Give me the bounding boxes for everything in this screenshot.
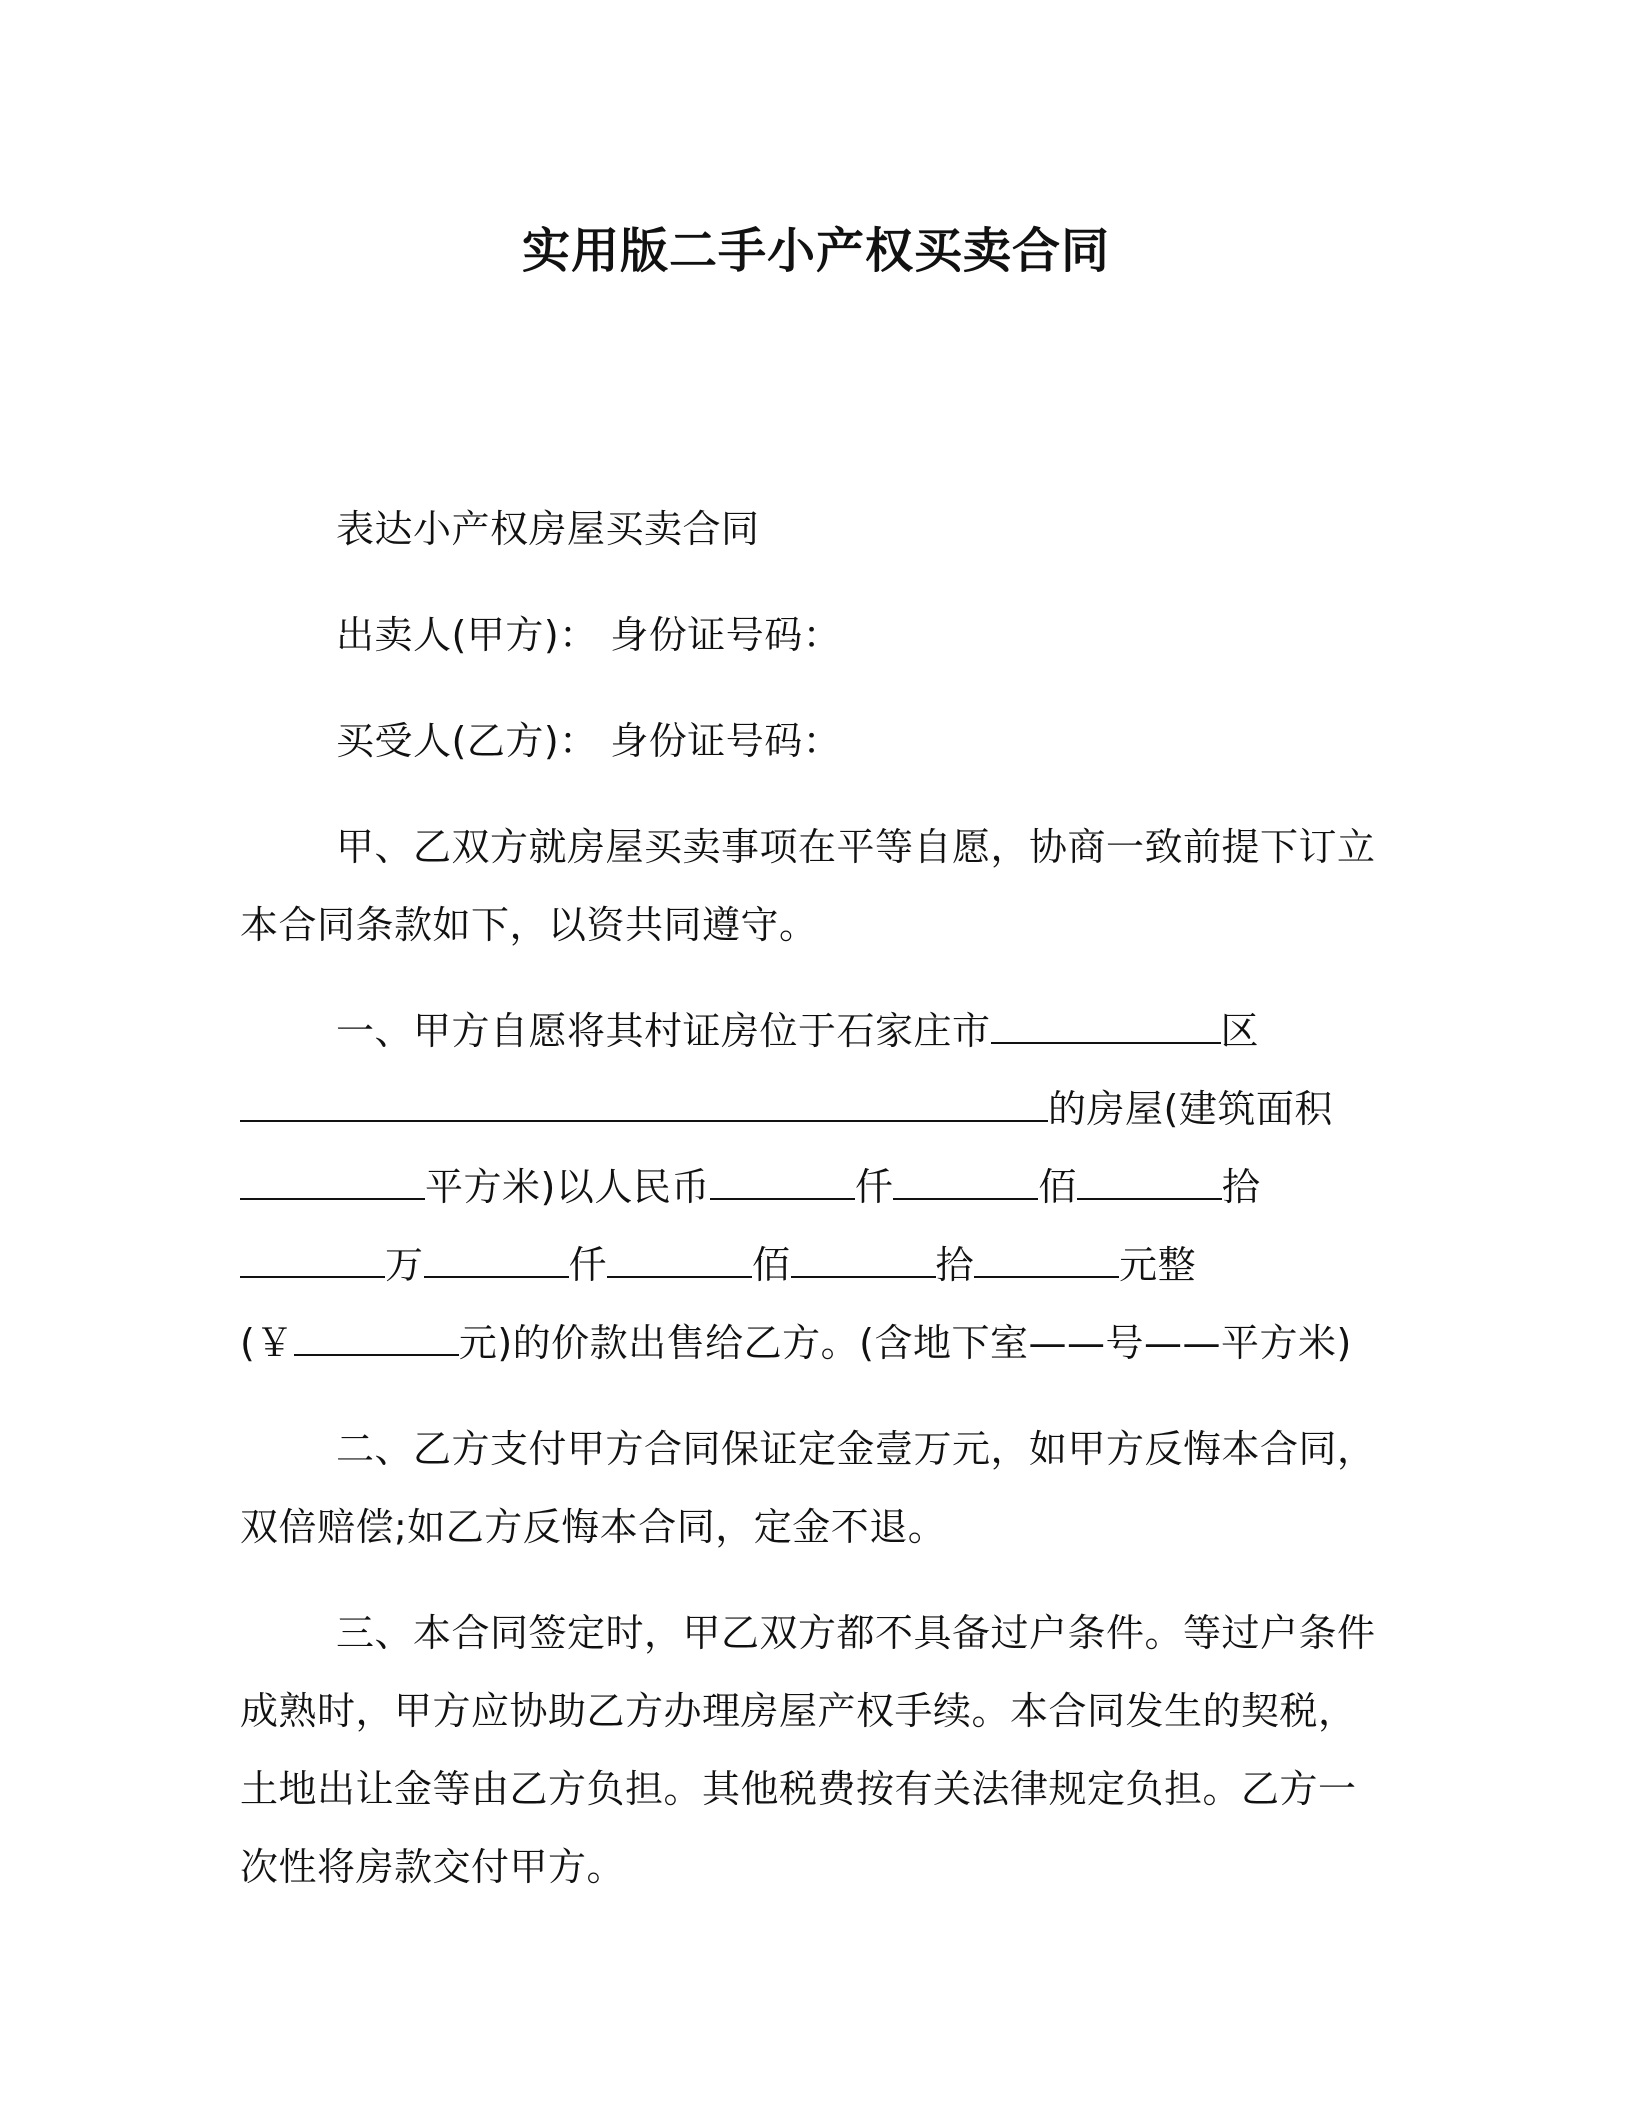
address-blank — [240, 1090, 1048, 1122]
amount-blank-6 — [607, 1246, 752, 1278]
amount-blank-4 — [240, 1246, 385, 1278]
yen-open: (￥ — [240, 1321, 294, 1365]
buyer-line: 买受人(乙方)： 身份证号码： — [336, 719, 842, 763]
seller-line: 出卖人(甲方)： 身份证号码： — [336, 613, 842, 657]
unit-shi-1: 拾 — [1221, 1165, 1261, 1209]
clause-1-line-5 — [240, 1304, 1380, 1382]
amount-blank-2 — [893, 1168, 1038, 1200]
unit-wan: 万 — [385, 1243, 424, 1287]
clause-1-line-3 — [240, 1148, 1380, 1226]
unit-bai-1: 佰 — [1038, 1165, 1077, 1209]
amount-blank-1 — [710, 1168, 855, 1200]
clause-1-line-1 — [240, 992, 1380, 1070]
unit-qian-1: 仟 — [854, 1165, 894, 1209]
amount-blank-7 — [791, 1246, 936, 1278]
document-body — [240, 490, 1380, 1934]
unit-shi-2: 拾 — [935, 1243, 975, 1287]
subtitle-line: 表达小产权房屋买卖合同 — [336, 507, 760, 551]
clause-1-line-4 — [240, 1226, 1380, 1304]
unit-qian-2: 仟 — [568, 1243, 608, 1287]
yen-amount-blank — [294, 1324, 459, 1356]
clause-1-text-d: 平方米)以人民币 — [425, 1165, 710, 1209]
clause-1-text-b: 区 — [1220, 1009, 1260, 1053]
clause-1-line-2 — [240, 1070, 1380, 1148]
amount-blank-5 — [424, 1246, 569, 1278]
area-blank — [240, 1168, 425, 1200]
clause-1-text-e: 元)的价款出售给乙方。(含地下室——号——平方米) — [458, 1321, 1352, 1365]
clause-1-text-c: 的房屋(建筑面积 — [1048, 1087, 1333, 1131]
unit-yuan-zheng: 元整 — [1119, 1243, 1197, 1287]
amount-blank-3 — [1077, 1168, 1222, 1200]
amount-blank-8 — [974, 1246, 1119, 1278]
clause-1-text-a: 一、甲方自愿将其村证房位于石家庄市 — [336, 1009, 991, 1053]
clause-3: 三、本合同签定时，甲乙双方都不具备过户条件。等过户条件成熟时，甲方应协助乙方办理房屋产权手续。本合同发生的契税，土地出让金等由乙方负担。其他税费按有关法律规定负担。乙方一次性将房款交付甲方。 — [240, 1611, 1376, 1889]
unit-bai-2: 佰 — [752, 1243, 791, 1287]
clause-2: 二、乙方支付甲方合同保证定金壹万元，如甲方反悔本合同，双倍赔偿;如乙方反悔本合同，定金不退。 — [240, 1427, 1376, 1549]
intro-paragraph: 甲、乙双方就房屋买卖事项在平等自愿，协商一致前提下订立本合同条款如下，以资共同遵守。 — [240, 825, 1376, 947]
clause-1 — [240, 992, 1380, 1382]
district-blank — [991, 1012, 1221, 1044]
document-title: 实用版二手小产权买卖合同 — [521, 223, 1110, 279]
